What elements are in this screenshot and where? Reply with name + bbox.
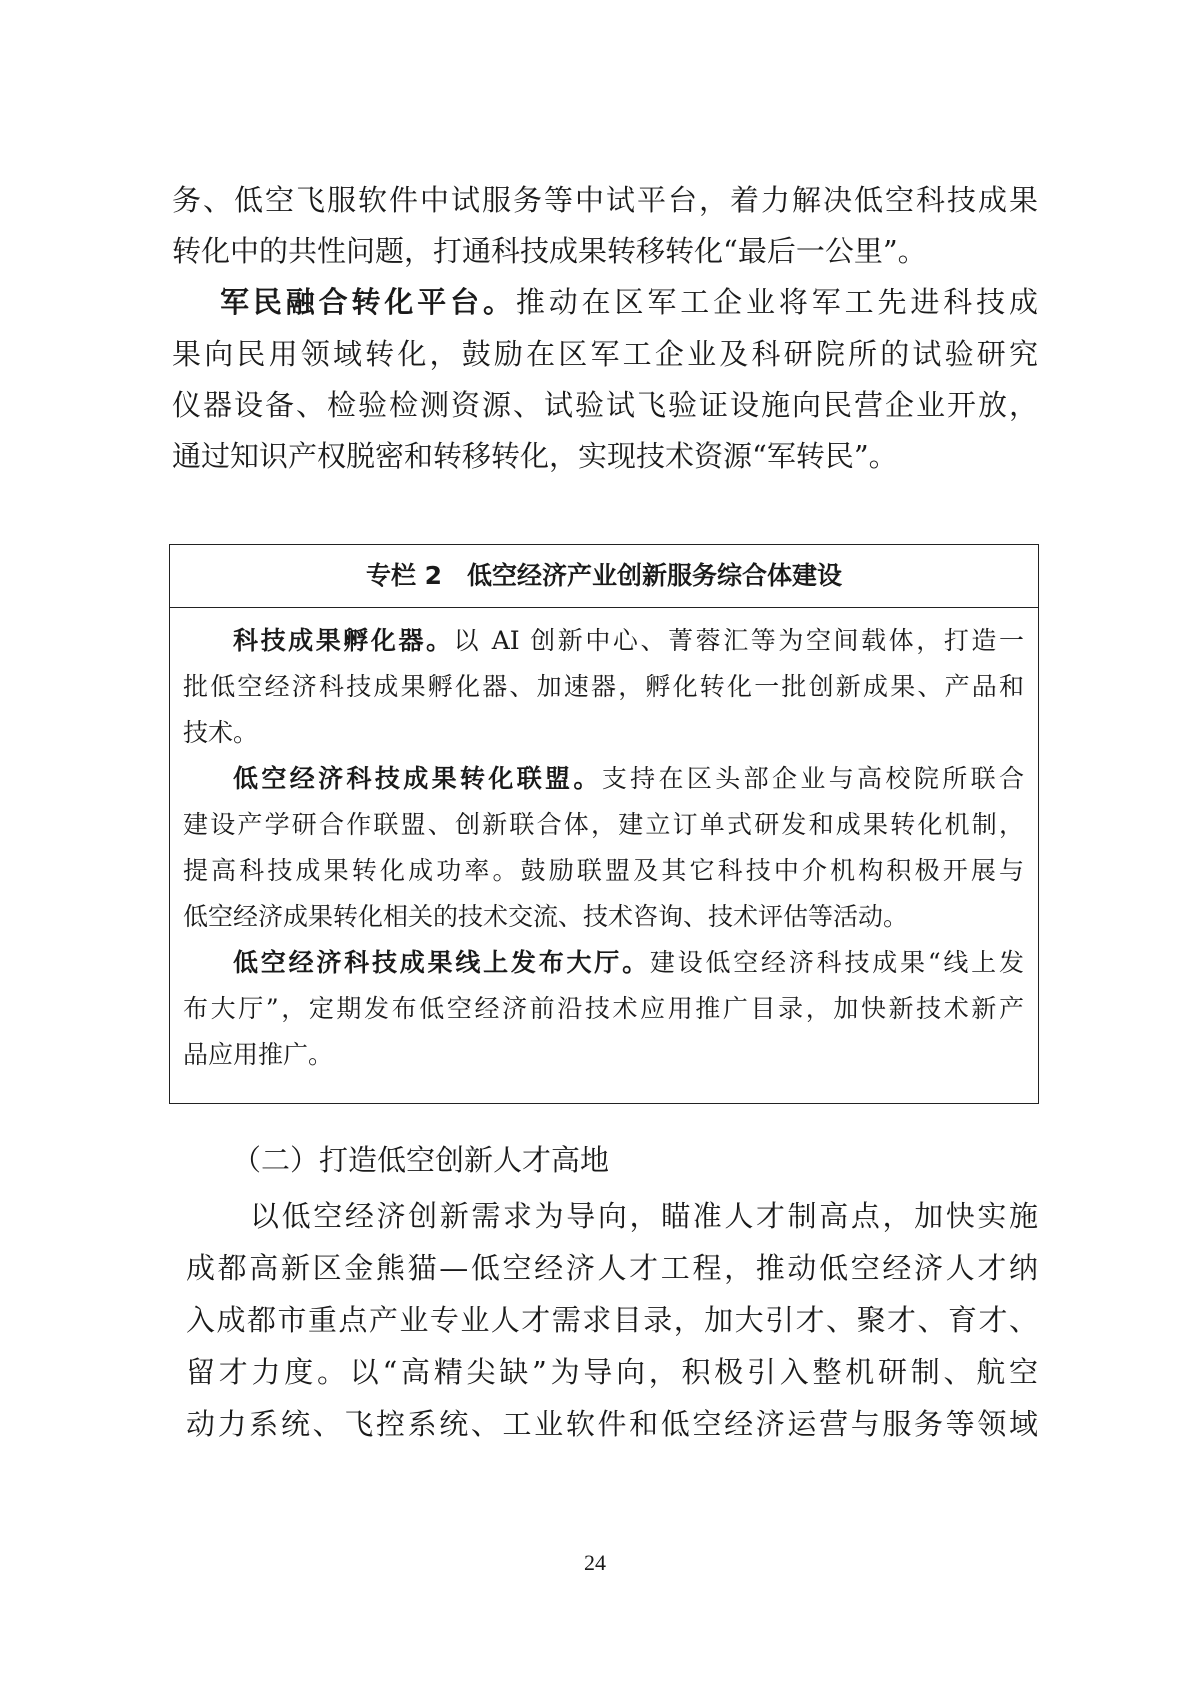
body-line: 动力系统、飞控系统、工业软件和低空经济运营与服务等领域 bbox=[186, 1407, 1038, 1441]
box-item-first-line bbox=[233, 761, 1024, 797]
body-line: 留才力度。以“高精尖缺”为导向，积极引入整机研制、航空 bbox=[186, 1355, 1038, 1389]
box-item-first-line bbox=[233, 623, 1024, 659]
box-item-text: 以 AI 创新中心、菁蓉汇等为空间载体，打造一 bbox=[453, 626, 1024, 655]
feature-box-title: 专栏 2 低空经济产业创新服务综合体建设 bbox=[170, 545, 1038, 608]
box-item-text: 支持在区头部企业与高校院所联合 bbox=[601, 764, 1024, 793]
box-item-heading: 低空经济科技成果线上发布大厅。 bbox=[233, 948, 650, 977]
box-item-first-line bbox=[233, 945, 1024, 981]
box-item-text: 建设低空经济科技成果“线上发 bbox=[649, 948, 1024, 977]
body-line: 果向民用领域转化，鼓励在区军工企业及科研院所的试验研究 bbox=[172, 337, 1038, 371]
paragraph-heading: 军民融合转化平台。 bbox=[220, 285, 516, 319]
box-line: 提高科技成果转化成功率。鼓励联盟及其它科技中介机构积极开展与 bbox=[183, 856, 1024, 885]
page-number: 24 bbox=[584, 1550, 606, 1575]
body-line: 成都高新区金熊猫—低空经济人才工程，推动低空经济人才纳 bbox=[186, 1251, 1038, 1285]
feature-box bbox=[169, 544, 1039, 1104]
body-line: 仪器设备、检验检测资源、试验试飞验证设施向民营企业开放， bbox=[172, 388, 1038, 422]
body-line: 以低空经济创新需求为导向，瞄准人才制高点，加快实施 bbox=[250, 1199, 1038, 1233]
paragraph-text: 推动在区军工企业将军工先进科技成 bbox=[515, 285, 1038, 319]
body-line: 通过知识产权脱密和转移转化，实现技术资源“军转民”。 bbox=[172, 439, 898, 473]
body-line: 入成都市重点产业专业人才需求目录，加大引才、聚才、育才、 bbox=[186, 1303, 1038, 1337]
box-line: 布大厅”，定期发布低空经济前沿技术应用推广目录，加快新技术新产 bbox=[183, 994, 1024, 1023]
body-line: 务、低空飞服软件中试服务等中试平台，着力解决低空科技成果 bbox=[172, 183, 1038, 217]
box-line: 技术。 bbox=[183, 718, 259, 747]
box-line: 品应用推广。 bbox=[183, 1040, 334, 1069]
box-item-heading: 低空经济科技成果转化联盟。 bbox=[233, 764, 602, 793]
paragraph-first-line bbox=[220, 282, 1038, 322]
box-line: 低空经济成果转化相关的技术交流、技术咨询、技术评估等活动。 bbox=[183, 902, 909, 931]
box-line: 建设产学研合作联盟、创新联合体，建立订单式研发和成果转化机制， bbox=[183, 810, 1024, 839]
box-item-heading: 科技成果孵化器。 bbox=[233, 626, 454, 655]
body-line: 转化中的共性问题，打通科技成果转移转化“最后一公里”。 bbox=[172, 234, 927, 268]
section-title: （二）打造低空创新人才高地 bbox=[232, 1143, 610, 1177]
box-line: 批低空经济科技成果孵化器、加速器，孵化转化一批创新成果、产品和 bbox=[183, 672, 1024, 701]
